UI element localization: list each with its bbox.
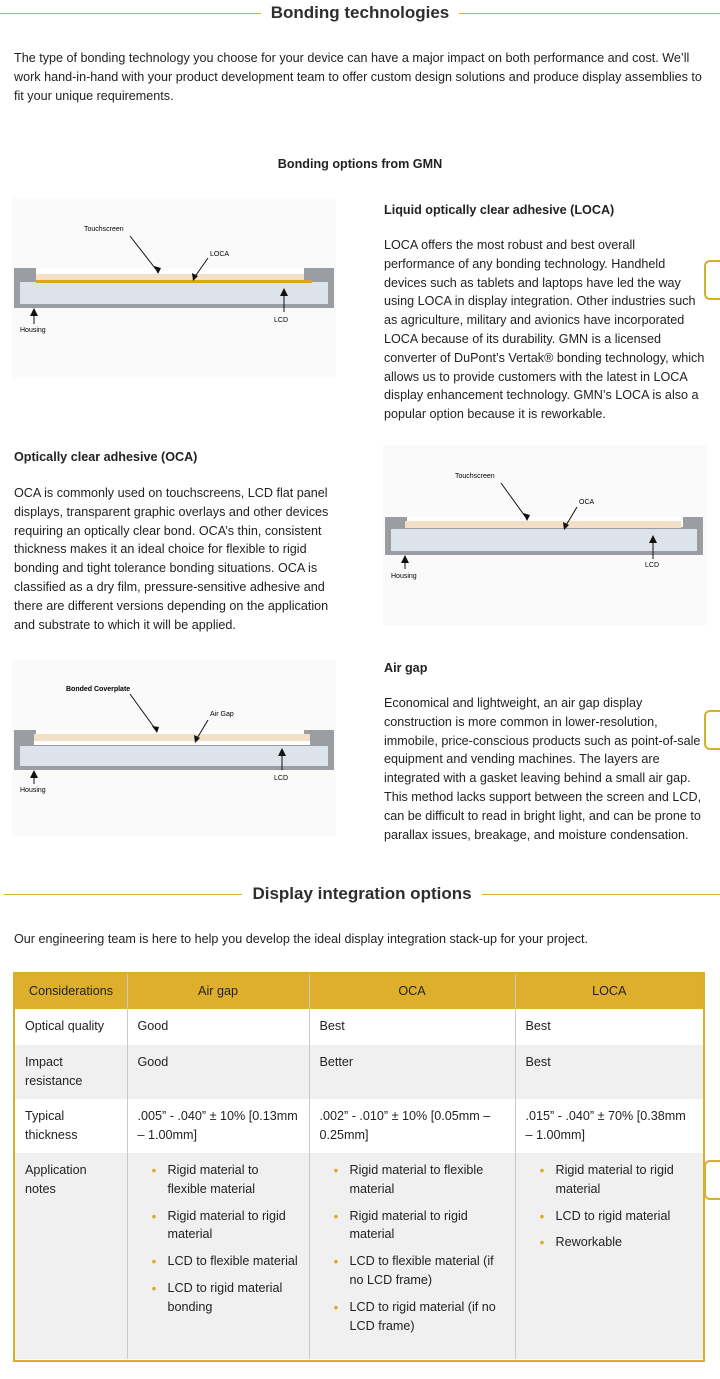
airgap-diagram-mid-label: Air Gap <box>210 711 234 718</box>
side-tab-marker[interactable] <box>704 710 720 750</box>
oca-body: OCA is commonly used on touchscreens, LCD flat panel displays, transparent graphic overlays and other devices requiring an optically clear bond. OCA’s thin, consistent thickness makes it an ideal choice for flexible to rigid bonding and tight tolerance bonding situations. OCA is classified as a dry film, pressure-sensitive adhesive and there are different versions depending on the application and substrate to which it will be applied. <box>14 486 329 632</box>
list-item: • LCD to rigid material (if no LCD frame) <box>340 1298 507 1336</box>
airgap-body: Economical and lightweight, an air gap display construction is more common in lower-resolution, immobile, price-conscious products such as point-of-sale equipment and vending machines. The layers are integrated with a gasket leaving behind a small air gap. This method lacks support between the screen and LCD, can be difficult to read in bright light, and can be prone to parallax issues, breakage, and moisture condensation. <box>384 696 702 842</box>
airgap-diagram <box>12 660 336 836</box>
table-cell: .002” - .010” ± 10% [0.05mm – 0.25mm] <box>309 1099 515 1153</box>
table-row <box>15 1099 703 1153</box>
list-item: • Rigid material to rigid material <box>158 1207 301 1245</box>
integration-intro: Our engineering team is here to help you develop the ideal display integration stack-up for your project. <box>14 932 589 946</box>
row-label: Optical quality <box>15 1009 127 1045</box>
integration-title: Display integration options <box>252 884 472 903</box>
table-header: OCA <box>309 974 515 1009</box>
loca-diagram <box>12 198 336 378</box>
table-cell <box>309 1153 515 1359</box>
list-item: • LCD to flexible material (if no LCD frame) <box>340 1252 507 1290</box>
table-cell: Best <box>515 1045 703 1099</box>
notes-list-airgap <box>138 1161 301 1317</box>
list-item: • Rigid material to flexible material <box>340 1161 507 1199</box>
row-label: Typical thickness <box>15 1099 127 1153</box>
table-cell: Good <box>127 1009 309 1045</box>
table-row <box>15 1009 703 1045</box>
table-header: Considerations <box>15 974 127 1009</box>
table-header-row <box>15 974 703 1009</box>
list-item: • LCD to rigid material <box>546 1207 696 1226</box>
table-header: LOCA <box>515 974 703 1009</box>
airgap-heading: Air gap <box>384 661 428 675</box>
loca-diagram-right-label: LCD <box>274 317 289 324</box>
bonding-title: Bonding technologies <box>270 3 450 22</box>
heading-rule-right <box>482 894 720 895</box>
oca-diagram-mid-label: OCA <box>579 499 595 506</box>
table-cell: .015” - .040” ± 70% [0.38mm – 1.00mm] <box>515 1099 703 1153</box>
table-row <box>15 1045 703 1099</box>
table-cell <box>127 1153 309 1359</box>
table-cell <box>515 1153 703 1359</box>
airgap-diagram-left-label: Housing <box>20 787 46 794</box>
bonding-heading-row <box>0 0 720 26</box>
loca-body: LOCA offers the most robust and best overall performance of any bonding technology. Handheld devices such as tablets and laptops have led the way using LOCA in display integration. Other industries such as agriculture, military and avionics have incorporated LOCA because of its durability. GMN is a licensed converter of DuPont’s Vertak® bonding technology, which allows us to provide customers with the latest in LOCA display enhancement technology. GMN’s LOCA is also a popular option because it is reworkable. <box>384 238 705 422</box>
side-tab-marker[interactable] <box>704 1160 720 1200</box>
list-item: • Rigid material to rigid material <box>340 1207 507 1245</box>
oca-diagram-left-label: Housing <box>391 573 417 580</box>
side-tab-marker[interactable] <box>704 260 720 300</box>
table-cell: Better <box>309 1045 515 1099</box>
heading-rule-left <box>0 13 261 14</box>
airgap-diagram-right-label: LCD <box>274 775 289 782</box>
row-label: Application notes <box>15 1153 127 1359</box>
loca-diagram-mid-label: LOCA <box>210 251 230 258</box>
table-cell: Best <box>515 1009 703 1045</box>
table-cell: .005” - .040” ± 10% [0.13mm – 1.00mm] <box>127 1099 309 1153</box>
row-label: Impact resistance <box>15 1045 127 1099</box>
heading-rule-right <box>459 13 720 14</box>
loca-diagram-left-label: Housing <box>20 327 46 334</box>
table-cell: Best <box>309 1009 515 1045</box>
oca-diagram-top-label: Touchscreen <box>455 473 495 480</box>
bonding-options-subtitle: Bonding options from GMN <box>277 157 443 171</box>
list-item: • LCD to rigid material bonding <box>158 1279 301 1317</box>
list-item: • Rigid material to rigid material <box>546 1161 696 1199</box>
airgap-diagram-top-label: Bonded Coverplate <box>66 686 131 693</box>
notes-list-oca <box>320 1161 507 1335</box>
table-header: Air gap <box>127 974 309 1009</box>
bonding-intro: The type of bonding technology you choose for your device can have a major impact on both performance and cost. We’ll work hand-in-hand with your product development team to offer custom design solutions and produce display assemblies to fit your unique requirements. <box>14 51 702 103</box>
oca-heading: Optically clear adhesive (OCA) <box>14 450 198 464</box>
list-item: • Reworkable <box>546 1233 696 1252</box>
list-item: • LCD to flexible material <box>158 1252 301 1271</box>
table-cell: Good <box>127 1045 309 1099</box>
list-item: • Rigid material to flexible material <box>158 1161 301 1199</box>
integration-heading-row <box>0 881 720 907</box>
loca-heading: Liquid optically clear adhesive (LOCA) <box>384 203 615 217</box>
notes-list-loca <box>526 1161 696 1252</box>
integration-table <box>13 972 705 1362</box>
oca-diagram-right-label: LCD <box>645 562 660 569</box>
table-row <box>15 1153 703 1359</box>
heading-rule-left <box>4 894 242 895</box>
loca-diagram-top-label: Touchscreen <box>84 226 124 233</box>
oca-diagram <box>383 445 707 625</box>
